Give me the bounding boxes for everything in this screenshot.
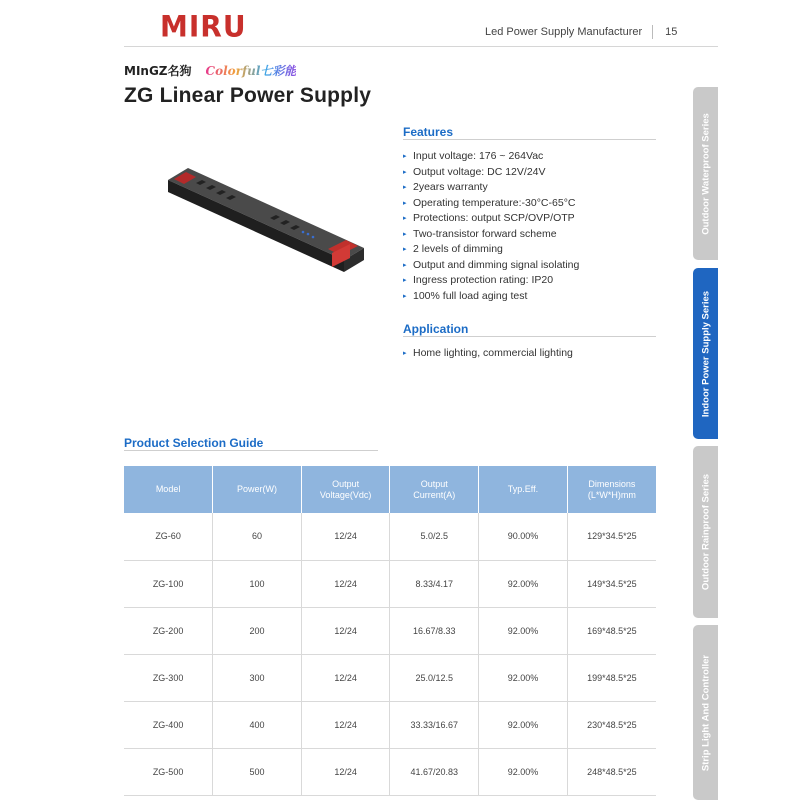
- list-item: [403, 227, 579, 243]
- features-list: [403, 149, 579, 304]
- table-row: [124, 607, 656, 654]
- table-cell: 33.33/16.67: [390, 701, 479, 748]
- feature-text: 100% full load aging test: [413, 289, 528, 302]
- table-cell: ZG-200: [124, 607, 213, 654]
- features-rule: [403, 139, 656, 140]
- bullet-icon: ▸: [403, 350, 407, 357]
- list-item: [403, 346, 573, 362]
- page-header: [485, 25, 677, 39]
- column-header: Output Current(A): [390, 466, 479, 513]
- table-cell: 149*34.5*25: [567, 560, 656, 607]
- table-cell: ZG-500: [124, 748, 213, 795]
- feature-text: Ingress protection rating: IP20: [413, 274, 554, 286]
- table-cell: ZG-300: [124, 654, 213, 701]
- application-title: Application: [403, 322, 469, 336]
- feature-text: 2years warranty: [413, 181, 488, 193]
- table-cell: 12/24: [301, 654, 390, 701]
- table-cell: 60: [213, 513, 302, 560]
- list-item: [403, 180, 579, 196]
- table-cell: 12/24: [301, 748, 390, 795]
- feature-text: Output voltage: DC 12V/24V: [413, 165, 546, 178]
- table-cell: ZG-400: [124, 701, 213, 748]
- table-cell: 12/24: [301, 607, 390, 654]
- brand-logos: [124, 62, 296, 79]
- header-rule: [124, 46, 718, 47]
- table-row: [124, 513, 656, 560]
- colorful-brand-logo: Colorful七彩能: [205, 64, 297, 78]
- column-header: Power(W): [213, 466, 302, 513]
- table-cell: 129*34.5*25: [567, 513, 656, 560]
- tab-outdoor-rainproof[interactable]: [693, 446, 718, 618]
- table-cell: 92.00%: [479, 748, 568, 795]
- application-rule: [403, 336, 656, 337]
- feature-text: Two-transistor forward scheme: [413, 227, 557, 240]
- table-cell: 12/24: [301, 560, 390, 607]
- manufacturer-label: Led Power Supply Manufacturer: [485, 26, 643, 38]
- table-cell: 90.00%: [479, 513, 568, 560]
- table-cell: 300: [213, 654, 302, 701]
- list-item: [403, 165, 579, 181]
- list-item: [403, 258, 579, 274]
- bullet-icon: ▸: [403, 199, 407, 207]
- table-cell: 12/24: [301, 701, 390, 748]
- table-cell: 199*48.5*25: [567, 654, 656, 701]
- table-cell: 200: [213, 607, 302, 654]
- list-item: [403, 273, 579, 289]
- table-cell: 92.00%: [479, 560, 568, 607]
- table-cell: 25.0/12.5: [390, 654, 479, 701]
- table-row: [124, 701, 656, 748]
- feature-text: Output and dimming signal isolating: [413, 258, 580, 271]
- feature-text: Input voltage: 176 ~ 264Vac: [413, 150, 544, 162]
- tab-label: Outdoor Waterproof Series: [700, 112, 711, 235]
- column-header: Typ.Eff.: [479, 466, 568, 513]
- page-title: ZG Linear Power Supply: [124, 84, 372, 107]
- column-header: Output Voltage(Vdc): [301, 466, 390, 513]
- table-cell: 12/24: [301, 513, 390, 560]
- tab-strip-light-controller[interactable]: [693, 625, 718, 800]
- list-item: [403, 149, 579, 165]
- table-cell: 41.67/20.83: [390, 748, 479, 795]
- column-header: Model: [124, 466, 213, 513]
- tab-label: Indoor Power Supply Series: [700, 290, 711, 417]
- table-cell: 8.33/4.17: [390, 560, 479, 607]
- bullet-icon: ▸: [403, 153, 407, 160]
- bullet-icon: ▸: [403, 261, 407, 269]
- table-row: [124, 748, 656, 795]
- mingz-brand-logo: MInGZ名狗: [124, 64, 192, 78]
- table-cell: ZG-100: [124, 560, 213, 607]
- tab-indoor-power-supply[interactable]: [693, 268, 718, 439]
- table-header-row: [124, 466, 656, 513]
- table-cell: 500: [213, 748, 302, 795]
- feature-text: Protections: output SCP/OVP/OTP: [413, 212, 575, 224]
- tab-outdoor-waterproof[interactable]: [693, 87, 718, 260]
- table-cell: 100: [213, 560, 302, 607]
- product-selection-table: [124, 466, 656, 796]
- product-image: [160, 150, 370, 280]
- table-cell: ZG-60: [124, 513, 213, 560]
- list-item: [403, 289, 579, 305]
- table-cell: 169*48.5*25: [567, 607, 656, 654]
- bullet-icon: ▸: [403, 292, 407, 300]
- logo: MIRU: [160, 9, 247, 44]
- page-number: 15: [665, 26, 678, 38]
- application-text: Home lighting, commercial lighting: [413, 347, 573, 359]
- feature-text: 2 levels of dimming: [413, 243, 503, 255]
- features-title: Features: [403, 125, 454, 139]
- bullet-icon: ▸: [403, 246, 407, 253]
- table-cell: 92.00%: [479, 654, 568, 701]
- bullet-icon: ▸: [403, 168, 407, 176]
- guide-title: Product Selection Guide: [124, 436, 264, 450]
- table-cell: 16.67/8.33: [390, 607, 479, 654]
- table-cell: 248*48.5*25: [567, 748, 656, 795]
- header-divider: [652, 25, 653, 39]
- tab-label: Strip Light And Controller: [700, 654, 711, 771]
- table-cell: 92.00%: [479, 701, 568, 748]
- bullet-icon: ▸: [403, 184, 407, 191]
- guide-rule: [124, 450, 378, 451]
- table-cell: 230*48.5*25: [567, 701, 656, 748]
- table-row: [124, 654, 656, 701]
- bullet-icon: ▸: [403, 230, 407, 238]
- table-cell: 92.00%: [479, 607, 568, 654]
- feature-text: Operating temperature:-30°C-65°C: [413, 196, 576, 209]
- list-item: [403, 196, 579, 212]
- tab-label: Outdoor Rainproof Series: [700, 473, 711, 591]
- application-list: [403, 346, 573, 362]
- list-item: [403, 211, 579, 227]
- table-cell: 5.0/2.5: [390, 513, 479, 560]
- column-header: Dimensions (L*W*H)mm: [567, 466, 656, 513]
- bullet-icon: ▸: [403, 277, 407, 284]
- bullet-icon: ▸: [403, 215, 407, 222]
- list-item: [403, 242, 579, 258]
- table-cell: 400: [213, 701, 302, 748]
- table-row: [124, 560, 656, 607]
